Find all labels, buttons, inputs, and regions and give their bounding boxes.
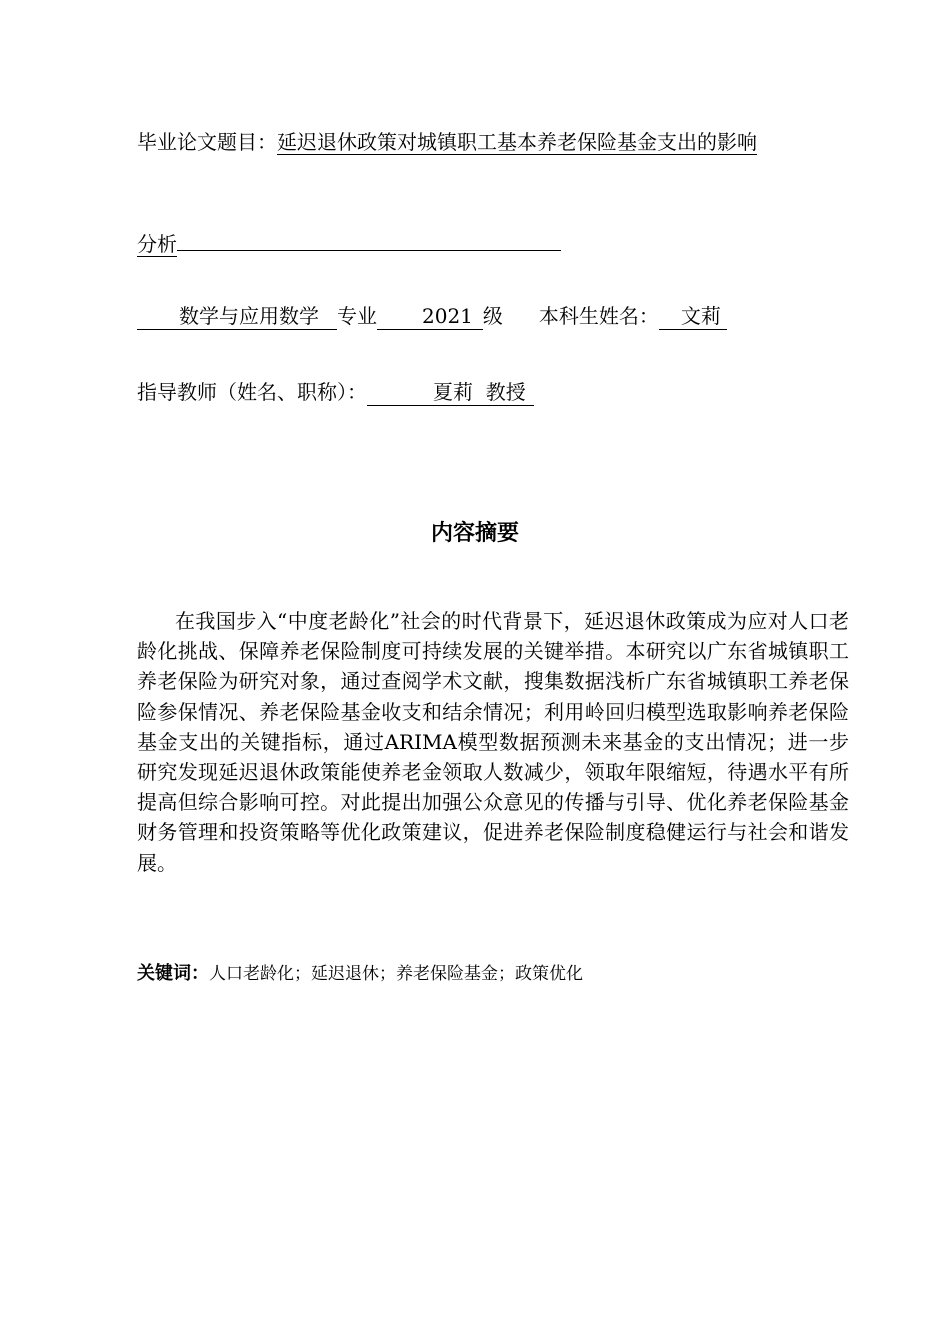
major-label: 专业 (337, 304, 377, 328)
thesis-title-part-1: 延迟退休政策对城镇职工基本养老保险基金支出的影响 (277, 130, 757, 154)
keywords-value: 人口老龄化；延迟退休；养老保险基金；政策优化 (209, 964, 583, 984)
major-value: 数学与应用数学 (137, 303, 337, 330)
student-name-label: 本科生姓名： (538, 304, 659, 328)
advisor-label: 指导教师（姓名、职称）： (137, 380, 367, 404)
thesis-title-line-1 (137, 128, 757, 156)
title-underline-blank (177, 228, 561, 251)
advisor-value: 夏莉 教授 (367, 379, 534, 406)
grade-value: 2021 (377, 303, 483, 330)
abstract-heading: 内容摘要 (430, 521, 519, 546)
thesis-title-part-2: 分析 (137, 232, 177, 256)
thesis-title-label: 毕业论文题目： (137, 130, 277, 154)
thesis-title-line-2 (137, 228, 561, 258)
grade-label: 级 (482, 304, 503, 328)
keywords-line (137, 960, 583, 988)
advisor-line (137, 378, 534, 406)
student-name-value: 文莉 (659, 303, 727, 330)
keywords-label: 关键词： (137, 963, 209, 984)
abstract-body: 在我国步入“中度老龄化”社会的时代背景下，延迟退休政策成为应对人口老龄化挑战、保障养老保险制度可持续发展的关键举措。本研究以广东省城镇职工养老保险为研究对象，通过查阅学术文献，搜集数据浅析广东省城镇职工养老保险参保情况、养老保险基金收支和结余情况；利用岭回归模型选取影响养老保险基金支出的关键指标，通过ARIMA模型数据预测未来基金的支出情况；进一步研究发现延迟退休政策能使养老金领取人数减少，领取年限缩短，待遇水平有所提高但综合影响可控。对此提出加强公众意见的传播与引导、优化养老保险基金财务管理和投资策略等优化政策建议，促进养老保险制度稳健运行与社会和谐发展。 (137, 609, 849, 875)
student-info-line (137, 302, 727, 330)
